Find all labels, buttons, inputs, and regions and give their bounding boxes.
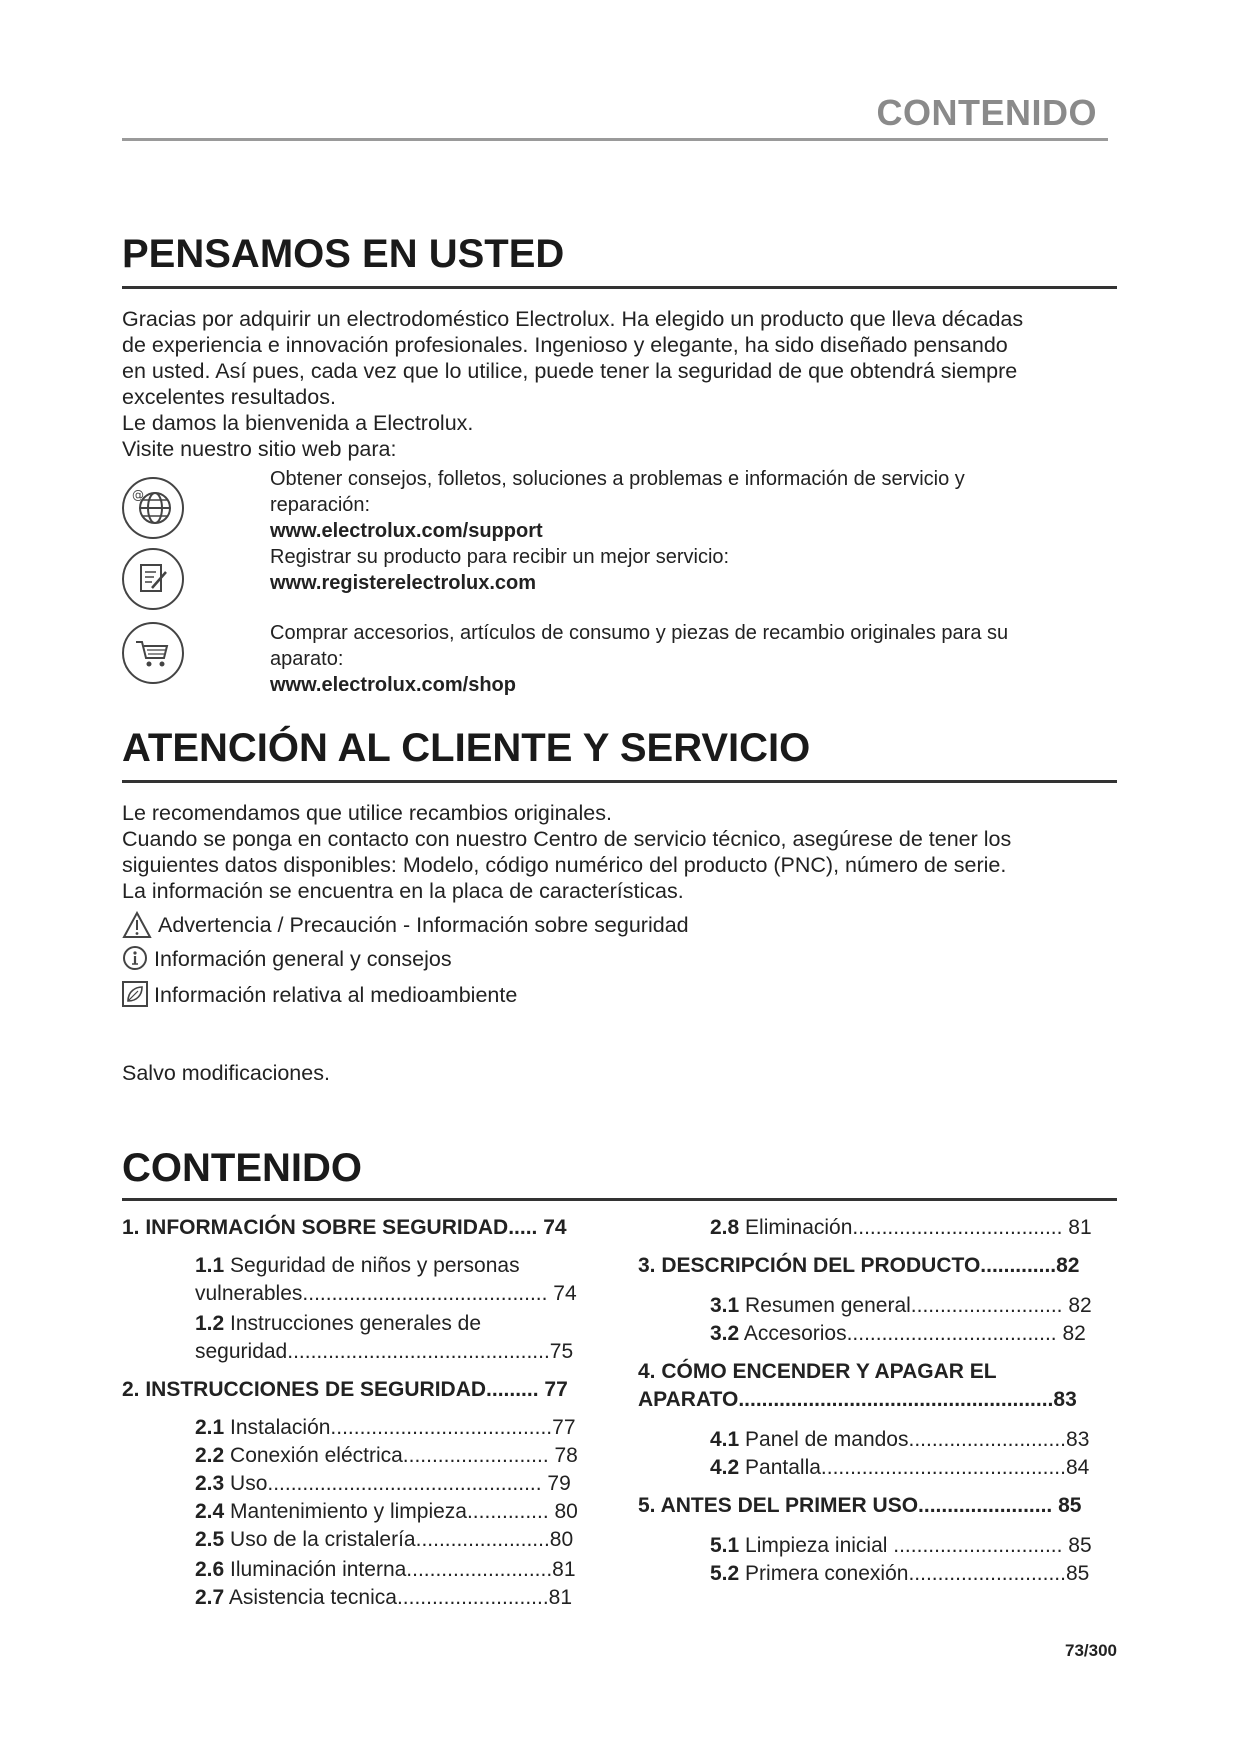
toc-text: Uso............................................... 79 (224, 1472, 571, 1495)
toc-entry-2-3[interactable] (195, 1470, 571, 1498)
toc-entry-2-6[interactable] (195, 1556, 576, 1584)
leaf-icon (122, 981, 148, 1009)
toc-text: Accesorios.................................... 82 (739, 1322, 1086, 1345)
legend-text: Advertencia / Precaución - Información sobre seguridad (158, 913, 689, 937)
toc-text: Mantenimiento y limpieza.............. 80 (224, 1500, 578, 1523)
toc-entry-2[interactable]: 2. INSTRUCCIONES DE SEGURIDAD......... 77 (122, 1378, 568, 1401)
toc-text: Seguridad de niños y personas (224, 1254, 520, 1277)
toc-num: 4.1 (710, 1428, 740, 1451)
toc-entry-2-7[interactable] (195, 1584, 572, 1612)
toc-entry-3-1[interactable] (710, 1292, 1092, 1320)
toc-num: 5.1 (710, 1534, 740, 1557)
toc-num: 2.5 (195, 1528, 225, 1551)
toc-num: 1.2 (195, 1312, 225, 1335)
warning-icon (122, 911, 152, 939)
toc-entry-2-4[interactable] (195, 1498, 578, 1526)
toc-text: Panel de mandos...........................83 (739, 1428, 1090, 1451)
link-block-register (270, 544, 1110, 596)
toc-text: Instalación......................................77 (224, 1416, 576, 1439)
toc-entry-5-2[interactable] (710, 1560, 1089, 1588)
toc-entry-4[interactable]: 4. CÓMO ENCENDER Y APAGAR EL (638, 1360, 997, 1383)
service-line: Cuando se ponga en contacto con nuestro Centro de servicio técnico, asegúrese de tener los (122, 827, 1012, 851)
header-title: CONTENIDO (876, 92, 1097, 133)
toc-entry-2-8[interactable] (710, 1214, 1092, 1242)
toc-text: Asistencia tecnica..........................81 (224, 1586, 573, 1609)
toc-num: 2.7 (195, 1586, 225, 1609)
toc-num: 2.1 (195, 1416, 225, 1439)
svg-text:@: @ (132, 488, 144, 502)
info-icon (122, 945, 148, 973)
toc-entry-4-2[interactable] (710, 1454, 1089, 1482)
legend-warning (122, 910, 689, 940)
register-icon (122, 548, 184, 610)
toc-num: 4.2 (710, 1456, 740, 1479)
intro-line: en usted. Así pues, cada vez que lo utilice, puede tener la seguridad de que obtendrá siempre (122, 359, 1018, 383)
toc-text: Instrucciones generales de (224, 1312, 482, 1335)
toc-entry-3[interactable]: 3. DESCRIPCIÓN DEL PRODUCTO.............82 (638, 1254, 1080, 1277)
toc-text: Iluminación interna.........................81 (224, 1558, 576, 1581)
toc-num: 2.4 (195, 1500, 225, 1523)
toc-entry-1-1[interactable] (195, 1252, 520, 1280)
toc-text: Pantalla..........................................84 (739, 1456, 1090, 1479)
shop-link[interactable]: www.electrolux.com/shop (270, 674, 516, 696)
register-link[interactable]: www.registerelectrolux.com (270, 572, 537, 594)
link-text: aparato: (270, 648, 344, 670)
link-text: Registrar su producto para recibir un mejor servicio: (270, 546, 730, 568)
link-block-shop (270, 620, 1110, 698)
page-number: 73/300 (1065, 1641, 1117, 1660)
toc-entry-5-1[interactable] (710, 1532, 1092, 1560)
service-line: Le recomendamos que utilice recambios originales. (122, 801, 612, 825)
header-rule (122, 138, 1108, 141)
legend-environment (122, 980, 517, 1010)
intro-line: de experiencia e innovación profesionales. Ingenioso y elegante, ha sido diseñado pensando (122, 333, 1008, 357)
intro-paragraph (122, 306, 1117, 462)
toc-entry-1-2-cont[interactable]: seguridad.............................................75 (195, 1340, 574, 1363)
toc-num: 5.2 (710, 1562, 740, 1585)
toc-entry-1-2[interactable] (195, 1310, 481, 1338)
legend-text: Información general y consejos (154, 947, 452, 971)
toc-entry-1[interactable]: 1. INFORMACIÓN SOBRE SEGURIDAD..... 74 (122, 1216, 567, 1239)
toc-text: Primera conexión...........................85 (739, 1562, 1090, 1585)
toc-entry-2-1[interactable] (195, 1414, 576, 1442)
toc-text: Conexión eléctrica......................... 78 (224, 1444, 578, 1467)
intro-line: Le damos la bienvenida a Electrolux. (122, 411, 474, 435)
toc-text: Limpieza inicial ............................. 85 (739, 1534, 1092, 1557)
intro-line: Visite nuestro sitio web para: (122, 437, 397, 461)
toc-entry-4-1[interactable] (710, 1426, 1089, 1454)
toc-text: Resumen general.......................... 82 (739, 1294, 1092, 1317)
link-block-support (270, 466, 1110, 544)
toc-num: 3.2 (710, 1322, 740, 1345)
link-text: reparación: (270, 494, 371, 516)
toc-num: 2.2 (195, 1444, 225, 1467)
intro-line: excelentes resultados. (122, 385, 336, 409)
service-line: La información se encuentra en la placa de características. (122, 879, 684, 903)
toc-entry-2-2[interactable] (195, 1442, 578, 1470)
link-text: Comprar accesorios, artículos de consumo y piezas de recambio originales para su (270, 622, 1009, 644)
toc-entry-2-5[interactable] (195, 1526, 573, 1554)
toc-num: 2.3 (195, 1472, 225, 1495)
intro-line: Gracias por adquirir un electrodoméstico Electrolux. Ha elegido un producto que lleva décadas (122, 307, 1024, 331)
toc-entry-1-1-cont[interactable]: vulnerables.......................................... 74 (195, 1282, 577, 1305)
section-rule (122, 780, 1117, 783)
toc-num: 2.8 (710, 1216, 740, 1239)
service-paragraph (122, 800, 1117, 904)
section-title-pensamos: PENSAMOS EN USTED (122, 232, 565, 276)
legend-text: Información relativa al medioambiente (154, 983, 518, 1007)
toc-entry-3-2[interactable] (710, 1320, 1086, 1348)
toc-num: 2.6 (195, 1558, 225, 1581)
section-rule (122, 286, 1117, 289)
globe-icon (122, 477, 184, 539)
toc-entry-5[interactable]: 5. ANTES DEL PRIMER USO....................... 85 (638, 1494, 1082, 1517)
toc-num: 1.1 (195, 1254, 225, 1277)
section-rule (122, 1198, 1117, 1201)
toc-num: 3.1 (710, 1294, 740, 1317)
service-line: siguientes datos disponibles: Modelo, código numérico del producto (PNC), número de serie. (122, 853, 1007, 877)
section-title-contenido: CONTENIDO (122, 1146, 362, 1190)
modifications-note: Salvo modificaciones. (122, 1061, 330, 1085)
support-link[interactable]: www.electrolux.com/support (270, 520, 543, 542)
link-text: Obtener consejos, folletos, soluciones a problemas e información de servicio y (270, 468, 965, 490)
toc-text: Eliminación.................................... 81 (739, 1216, 1092, 1239)
section-title-atencion: ATENCIÓN AL CLIENTE Y SERVICIO (122, 726, 811, 770)
legend-info (122, 944, 452, 974)
cart-icon (122, 622, 184, 684)
toc-text: Uso de la cristalería.......................80 (224, 1528, 574, 1551)
toc-entry-4-cont[interactable]: APARATO......................................................83 (638, 1388, 1077, 1411)
